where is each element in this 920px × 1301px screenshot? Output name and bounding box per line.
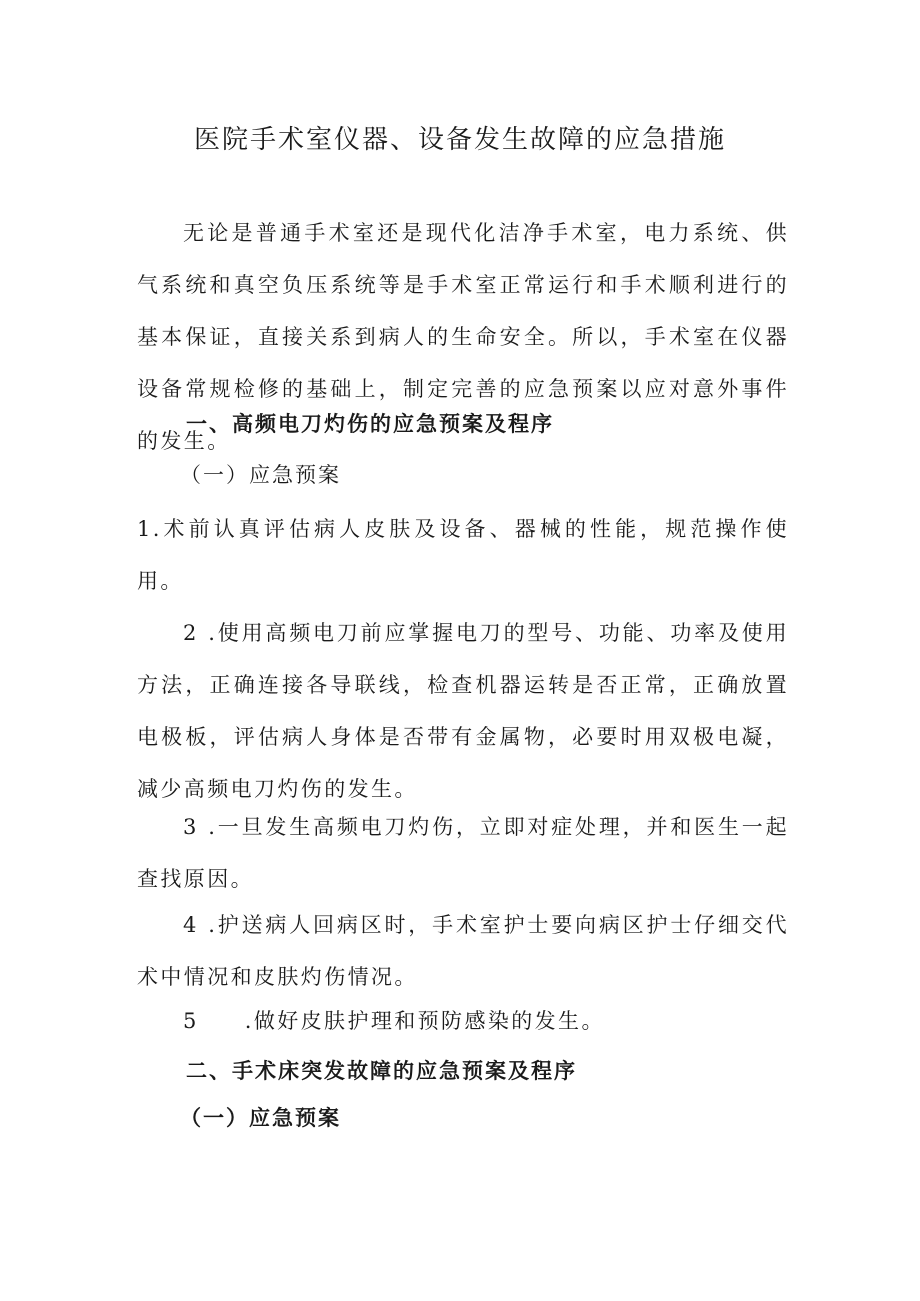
section1-item-5 <box>137 995 789 1047</box>
section2-heading: 二、手术床突发故障的应急预案及程序 <box>186 1059 577 1083</box>
section1-item-2: 2 .使用高频电刀前应掌握电刀的型号、功能、功率及使用方法，正确连接各导联线，检查机器运转是否正常，正确放置电极板，评估病人身体是否带有金属物，必要时用双极电凝，减少高频电刀灼伤的发生。 <box>137 621 789 801</box>
intro-paragraph: 无论是普通手术室还是现代化洁净手术室，电力系统、供气系统和真空负压系统等是手术室正常运行和手术顺利进行的基本保证，直接关系到病人的生命安全。所以，手术室在仪器设备常规检修的基础上，制定完善的应急预案以应对意外事件的发生。 <box>137 221 789 453</box>
section1-item-1: 1.术前认真评估病人皮肤及设备、器械的性能，规范操作使用。 <box>137 517 789 593</box>
document-title: 医院手术室仪器、设备发生故障的应急措施 <box>193 125 726 155</box>
item-5-number: 5 <box>183 1009 199 1033</box>
section1-item-4: 4 .护送病人回病区时，手术室护士要向病区护士仔细交代术中情况和皮肤灼伤情况。 <box>137 913 789 989</box>
section1-heading: 一、高频电刀灼伤的应急预案及程序 <box>186 412 554 436</box>
section1-item-3: 3 .一旦发生高频电刀灼伤，立即对症处理，并和医生一起查找原因。 <box>137 815 789 891</box>
item-5-text: .做好皮肤护理和预防感染的发生。 <box>244 1009 605 1033</box>
section2-subheading: （一）应急预案 <box>180 1106 341 1130</box>
section1-subheading: （一）应急预案 <box>180 463 341 487</box>
